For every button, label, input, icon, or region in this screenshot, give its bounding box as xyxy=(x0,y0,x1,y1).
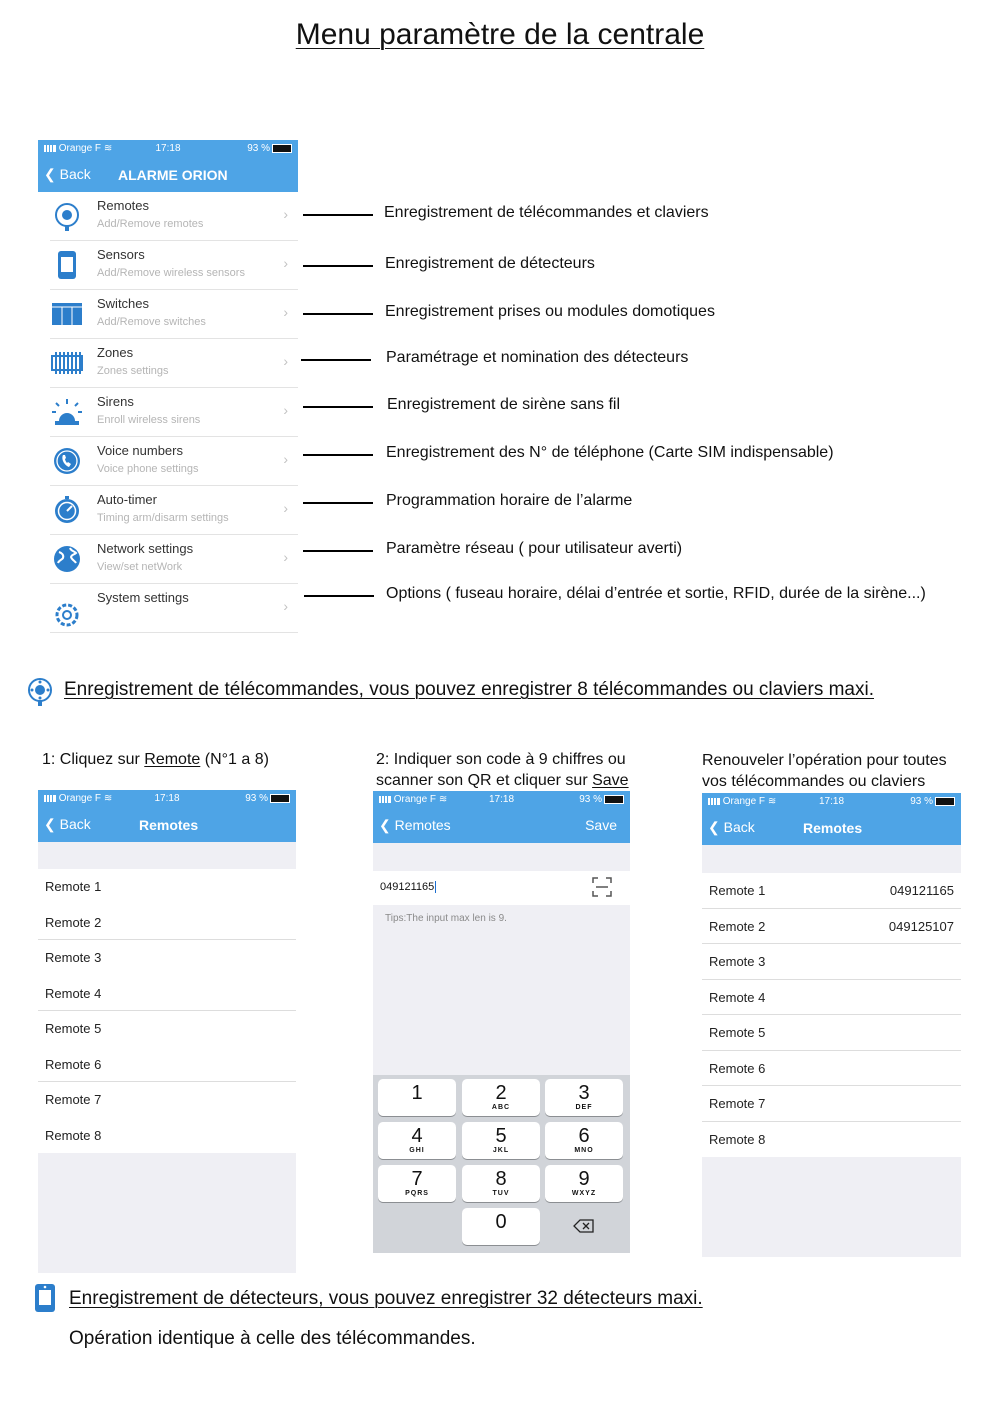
remote-row[interactable] xyxy=(702,1122,961,1158)
menu-item-subtitle: Add/Remove switches xyxy=(97,316,206,328)
chevron-right-icon: › xyxy=(283,206,288,222)
page-title: Menu paramètre de la centrale xyxy=(295,18,705,51)
key-digit: 4 xyxy=(411,1125,423,1147)
battery-icon xyxy=(604,795,624,804)
menu-item-subtitle: Add/Remove remotes xyxy=(97,218,204,230)
remote-result-phone xyxy=(702,793,961,1251)
back-button[interactable]: ❮ Remotes xyxy=(379,817,451,833)
remote-row-label: Remote 4 xyxy=(709,989,766,1005)
key-6[interactable] xyxy=(545,1122,623,1159)
menu-phone-screenshot xyxy=(38,140,298,614)
remote-row-label: Remote 7 xyxy=(709,1096,766,1111)
sensor-icon xyxy=(50,250,84,280)
key-7[interactable] xyxy=(378,1165,456,1202)
remote-row-label: Remote 2 xyxy=(709,918,766,934)
menu-item-subtitle: View/set netWork xyxy=(97,561,183,573)
remote-row[interactable] xyxy=(702,1086,961,1122)
remote-row[interactable] xyxy=(702,909,961,945)
menu-item-switches[interactable] xyxy=(50,290,298,339)
globe-icon xyxy=(50,544,84,574)
step-3-text: Renouveler l’opération pour toutes vos télécommandes ou claviers xyxy=(702,752,947,790)
chevron-left-icon: ❮ xyxy=(708,819,720,835)
remote-row[interactable] xyxy=(702,873,961,909)
connector-line xyxy=(303,454,373,456)
remote-row-label: Remote 7 xyxy=(45,1092,102,1107)
connector-line xyxy=(303,313,373,315)
key-1[interactable] xyxy=(378,1079,456,1116)
key-digit: 0 xyxy=(495,1211,507,1233)
menu-item-title: Zones xyxy=(97,345,134,360)
key-letters: GHI xyxy=(409,1147,425,1154)
remote-row-label: Remote 5 xyxy=(45,1021,102,1036)
remote-row-label: Remote 1 xyxy=(709,883,766,898)
remote-row[interactable] xyxy=(38,976,296,1012)
description-text: Programmation horaire de l’alarme xyxy=(386,492,633,509)
key-5[interactable] xyxy=(462,1122,540,1159)
remote-row[interactable] xyxy=(702,1015,961,1051)
connector-line xyxy=(303,502,373,504)
remote-row-label: Remote 4 xyxy=(45,985,102,1001)
key-3[interactable] xyxy=(545,1079,623,1116)
nav-bar xyxy=(38,810,296,842)
menu-item-title: System settings xyxy=(97,590,189,605)
nav-bar xyxy=(373,811,630,843)
key-digit: 7 xyxy=(411,1168,423,1190)
nav-title: Remotes xyxy=(139,817,199,833)
menu-item-title: Sensors xyxy=(97,247,145,262)
key-digit: 3 xyxy=(578,1082,590,1104)
key-digit: 9 xyxy=(578,1168,590,1190)
remote-input-phone xyxy=(373,791,630,1249)
wifi-icon: ≋ xyxy=(103,793,113,804)
timer-icon xyxy=(50,495,84,525)
description-text: Enregistrement des N° de téléphone (Carte SIM indispensable) xyxy=(386,444,834,461)
connector-line xyxy=(303,265,373,267)
description-text: Paramétrage et nomination des détecteurs xyxy=(386,349,689,366)
menu-item-voice-numbers[interactable] xyxy=(50,437,298,486)
remote-row-label: Remote 3 xyxy=(45,950,102,965)
backspace-icon xyxy=(573,1218,595,1234)
key-2[interactable] xyxy=(462,1079,540,1116)
step-1-text: 1: Cliquez sur Remote (N°1 a 8) xyxy=(42,751,269,768)
key-letters: MNO xyxy=(574,1147,594,1154)
wifi-icon: ≋ xyxy=(103,143,113,154)
phone-icon xyxy=(50,446,84,476)
menu-item-sensors[interactable] xyxy=(50,241,298,290)
menu-list xyxy=(38,192,298,633)
sensor-icon xyxy=(33,1283,57,1313)
wifi-icon: ≋ xyxy=(438,794,448,805)
key-letters: JKL xyxy=(492,1147,510,1154)
nav-title: ALARME ORION xyxy=(118,167,228,183)
remote-row[interactable] xyxy=(702,1051,961,1087)
key-8[interactable] xyxy=(462,1165,540,1202)
remote-row-label: Remote 5 xyxy=(709,1025,766,1040)
description-text: Paramètre réseau ( pour utilisateur averti) xyxy=(386,540,683,557)
menu-item-title: Voice numbers xyxy=(97,443,183,458)
battery-icon xyxy=(272,144,292,153)
remote-row-label: Remote 8 xyxy=(45,1127,102,1143)
menu-item-title: Remotes xyxy=(97,198,150,213)
remote-row[interactable] xyxy=(702,944,961,980)
key-digit: 6 xyxy=(578,1125,590,1147)
menu-item-title: Network settings xyxy=(97,541,194,556)
chevron-left-icon: ❮ xyxy=(44,166,56,182)
chevron-right-icon: › xyxy=(283,549,288,565)
numeric-keypad xyxy=(373,1075,630,1253)
menu-item-sirens[interactable] xyxy=(50,388,298,437)
menu-item-title: Switches xyxy=(97,296,150,311)
siren-icon xyxy=(50,397,84,427)
remote-row-label: Remote 2 xyxy=(45,914,102,930)
connector-line xyxy=(301,359,371,361)
key-9[interactable] xyxy=(545,1165,623,1202)
remote-list xyxy=(702,873,961,1157)
battery-icon xyxy=(270,794,290,803)
remote-row-label: Remote 6 xyxy=(45,1056,102,1072)
remote-row[interactable] xyxy=(38,940,296,976)
menu-item-subtitle: Add/Remove wireless sensors xyxy=(97,267,245,279)
status-bar: Orange F ≋ 17:18 93 % xyxy=(702,793,961,813)
remote-icon xyxy=(26,677,54,707)
remote-row-label: Remote 3 xyxy=(709,954,766,969)
status-bar: Orange F ≋ 17:18 93 % xyxy=(38,140,298,160)
chevron-right-icon: › xyxy=(283,500,288,516)
nav-bar xyxy=(702,813,961,845)
menu-item-system-settings[interactable] xyxy=(50,584,298,633)
sensors-heading: Enregistrement de détecteurs, vous pouvez enregistrer 32 détecteurs maxi. xyxy=(69,1288,703,1309)
connector-line xyxy=(303,550,373,552)
battery-icon xyxy=(935,797,955,806)
step-2-text: 2: Indiquer son code à 9 chiffres ou scanner son QR et cliquer sur Save xyxy=(376,751,629,789)
remote-row[interactable] xyxy=(38,1082,296,1118)
menu-item-subtitle: Timing arm/disarm settings xyxy=(97,512,229,524)
save-button[interactable]: Save xyxy=(585,817,617,833)
chevron-right-icon: › xyxy=(283,451,288,467)
backspace-key[interactable] xyxy=(545,1208,623,1245)
remote-list-phone xyxy=(38,790,296,1248)
chevron-right-icon: › xyxy=(283,255,288,271)
key-letters: TUV xyxy=(492,1190,510,1197)
back-button[interactable]: ❮ Back xyxy=(44,166,91,182)
key-letters: DEF xyxy=(575,1104,593,1111)
menu-item-subtitle: Enroll wireless sirens xyxy=(97,414,201,426)
gear-icon xyxy=(50,593,84,623)
connector-line xyxy=(303,214,373,216)
key-digit: 1 xyxy=(411,1082,423,1104)
remote-row[interactable] xyxy=(38,905,296,941)
remote-icon xyxy=(50,201,84,231)
remote-row-label: Remote 8 xyxy=(709,1131,766,1147)
key-0[interactable] xyxy=(462,1208,540,1245)
back-button[interactable]: ❮ Back xyxy=(708,819,755,835)
chevron-right-icon: › xyxy=(283,598,288,614)
description-text: Enregistrement de télécommandes et claviers xyxy=(384,204,709,221)
code-input-row xyxy=(373,871,630,905)
chevron-left-icon: ❮ xyxy=(379,817,391,833)
remotes-heading: Enregistrement de télécommandes, vous pouvez enregistrer 8 télécommandes ou claviers maxi. xyxy=(64,679,874,700)
chevron-left-icon: ❮ xyxy=(44,816,56,832)
key-digit: 2 xyxy=(495,1082,507,1104)
description-text: Enregistrement de détecteurs xyxy=(385,255,595,272)
chevron-right-icon: › xyxy=(283,402,288,418)
sensors-note: Opération identique à celle des télécommandes. xyxy=(69,1328,476,1349)
menu-item-remotes[interactable] xyxy=(50,192,298,241)
menu-item-title: Sirens xyxy=(97,394,134,409)
key-letters: PQRS xyxy=(405,1190,429,1197)
switch-icon xyxy=(50,299,84,329)
key-letters: ABC xyxy=(491,1104,511,1111)
menu-item-subtitle: Zones settings xyxy=(97,365,169,377)
connector-line xyxy=(303,406,373,408)
chevron-right-icon: › xyxy=(283,353,288,369)
zones-icon xyxy=(50,348,84,378)
qr-scan-icon[interactable] xyxy=(592,877,612,897)
input-tip: Tips:The input max len is 9. xyxy=(385,913,507,924)
key-4[interactable] xyxy=(378,1122,456,1159)
nav-bar xyxy=(38,160,298,192)
back-button[interactable]: ❮ Back xyxy=(44,816,91,832)
chevron-right-icon: › xyxy=(283,304,288,320)
remote-row[interactable] xyxy=(38,869,296,905)
code-input[interactable]: 049121165 xyxy=(380,881,435,893)
menu-item-title: Auto-timer xyxy=(97,492,157,507)
key-letters: WXYZ xyxy=(571,1190,597,1197)
status-bar: Orange F ≋ 17:18 93 % xyxy=(38,790,296,810)
remote-row-label: Remote 1 xyxy=(45,879,102,894)
menu-item-zones[interactable] xyxy=(50,339,298,388)
remote-row[interactable] xyxy=(38,1011,296,1047)
key-digit: 5 xyxy=(495,1125,507,1147)
remote-row-code: 049121165 xyxy=(889,883,954,898)
remote-row[interactable] xyxy=(38,1047,296,1083)
remote-list xyxy=(38,869,296,1153)
remote-row-label: Remote 6 xyxy=(709,1060,766,1076)
wifi-icon: ≋ xyxy=(767,796,777,807)
description-text: Enregistrement de sirène sans fil xyxy=(387,396,620,413)
key-digit: 8 xyxy=(495,1168,507,1190)
description-text: Enregistrement prises ou modules domotiques xyxy=(385,303,715,320)
remote-row-code: 049125107 xyxy=(888,918,954,934)
remote-row[interactable] xyxy=(702,980,961,1016)
menu-item-auto-timer[interactable] xyxy=(50,486,298,535)
remote-row[interactable] xyxy=(38,1118,296,1154)
status-bar: Orange F ≋ 17:18 93 % xyxy=(373,791,630,811)
description-text: Options ( fuseau horaire, délai d’entrée et sortie, RFID, durée de la sirène...) xyxy=(386,585,926,602)
nav-title: Remotes xyxy=(803,820,863,836)
connector-line xyxy=(304,595,374,597)
menu-item-network-settings[interactable] xyxy=(50,535,298,584)
menu-item-subtitle: Voice phone settings xyxy=(97,463,199,475)
